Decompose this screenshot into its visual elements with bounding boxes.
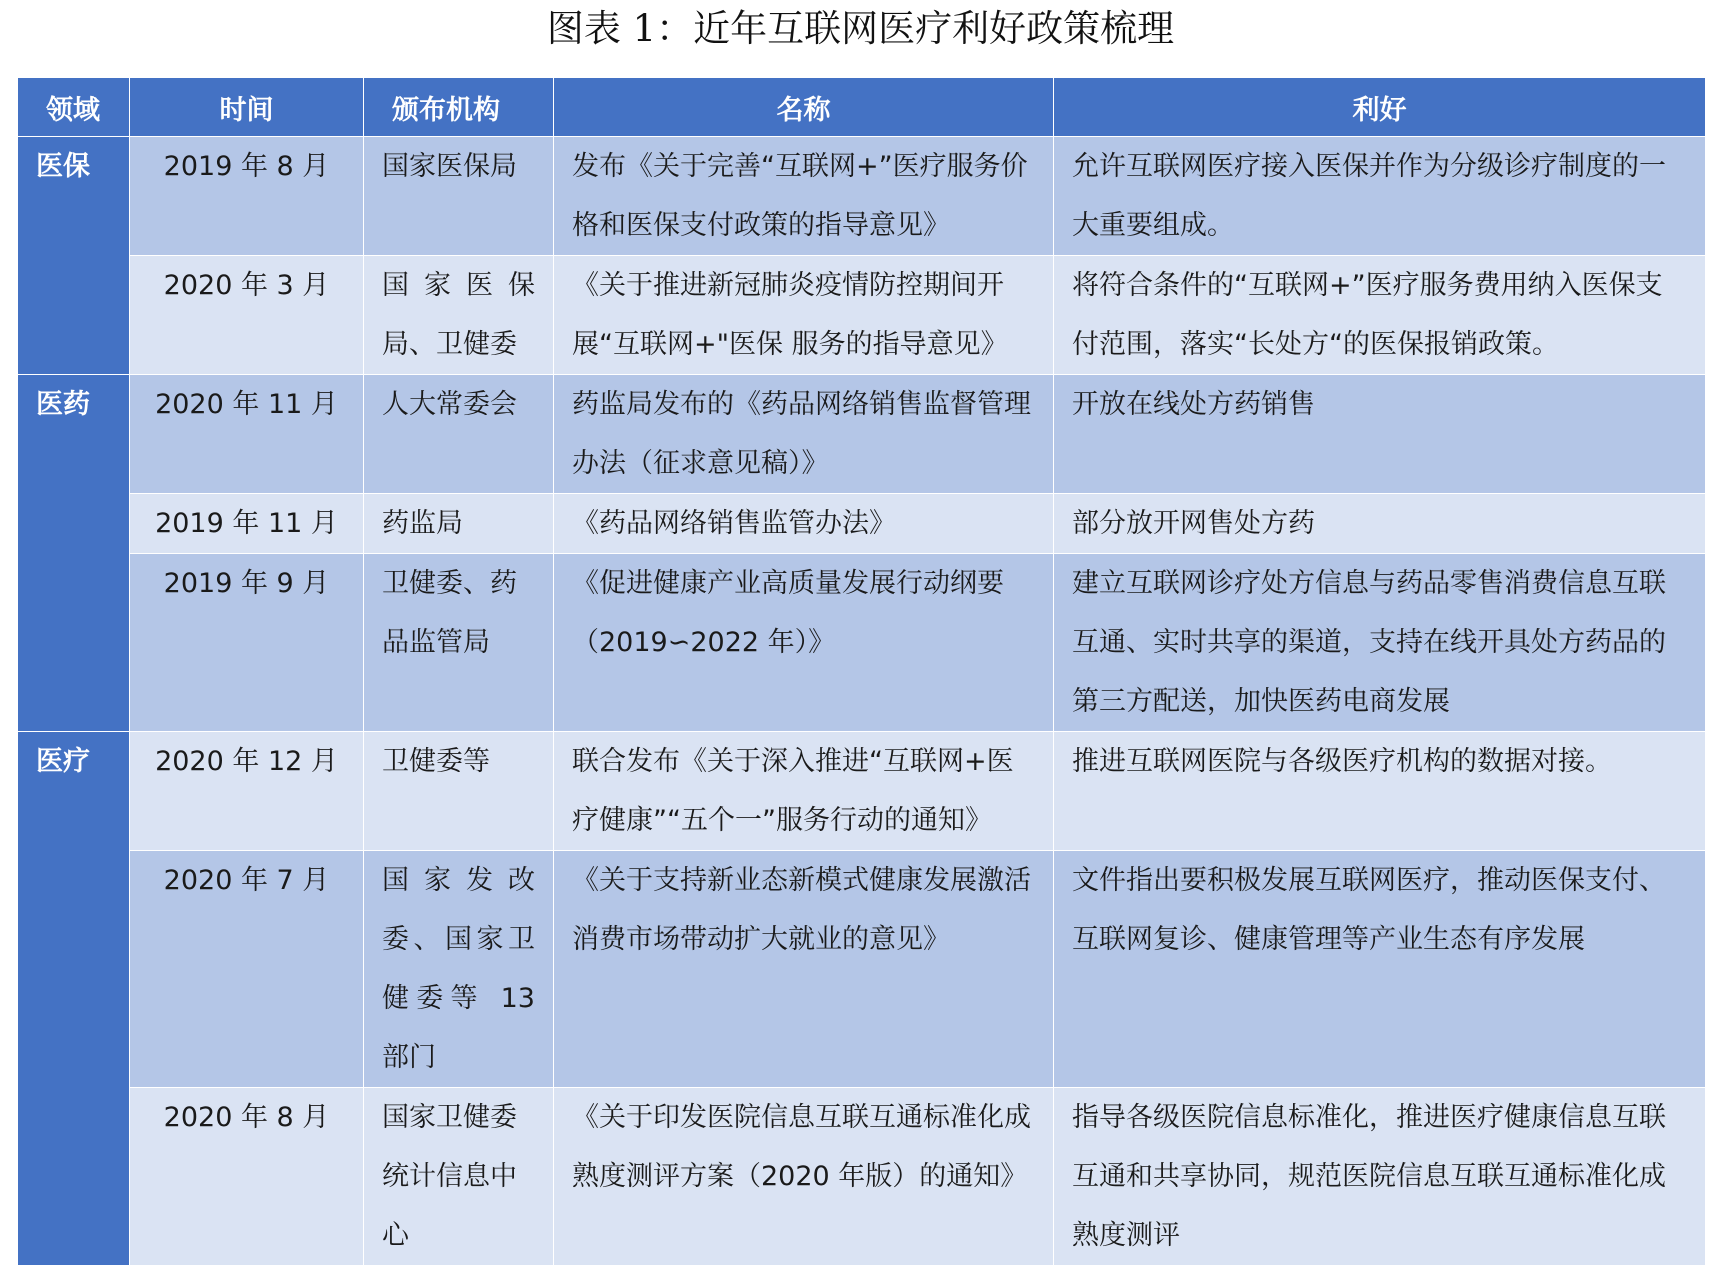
table-header-row bbox=[18, 78, 1706, 137]
policy-name-cell: 《关于推进新冠肺炎疫情防控期间开展“互联网+"医保 服务的指导意见》 bbox=[554, 256, 1054, 375]
time-cell: 2020 年 11 月 bbox=[130, 375, 364, 494]
category-cell: 医保 bbox=[18, 137, 130, 375]
org-cell: 药监局 bbox=[364, 494, 554, 554]
org-cell: 国家卫健委统计信息中心 bbox=[364, 1088, 554, 1266]
org-cell: 国家发改委、国家卫健委等 13 部门 bbox=[364, 851, 554, 1088]
benefit-cell: 文件指出要积极发展互联网医疗，推动医保支付、互联网复诊、健康管理等产业生态有序发展 bbox=[1054, 851, 1706, 1088]
time-cell: 2020 年 7 月 bbox=[130, 851, 364, 1088]
table-row bbox=[18, 375, 1706, 494]
table-row bbox=[18, 256, 1706, 375]
org-cell: 卫健委等 bbox=[364, 732, 554, 851]
time-cell: 2020 年 8 月 bbox=[130, 1088, 364, 1266]
org-cell: 国家医保局、卫健委 bbox=[364, 256, 554, 375]
benefit-cell: 将符合条件的“互联网+”医疗服务费用纳入医保支付范围，落实“长处方“的医保报销政策。 bbox=[1054, 256, 1706, 375]
table-row bbox=[18, 851, 1706, 1088]
benefit-cell: 推进互联网医院与各级医疗机构的数据对接。 bbox=[1054, 732, 1706, 851]
category-cell: 医药 bbox=[18, 375, 130, 732]
policy-name-cell: 《促进健康产业高质量发展行动纲要（2019∽2022 年）》 bbox=[554, 554, 1054, 732]
time-cell: 2019 年 8 月 bbox=[130, 137, 364, 256]
policy-name-cell: 《药品网络销售监管办法》 bbox=[554, 494, 1054, 554]
benefit-cell: 允许互联网医疗接入医保并作为分级诊疗制度的一大重要组成。 bbox=[1054, 137, 1706, 256]
benefit-cell: 指导各级医院信息标准化，推进医疗健康信息互联互通和共享协同，规范医院信息互联互通标准化成熟度测评 bbox=[1054, 1088, 1706, 1266]
policy-name-cell: 《关于支持新业态新模式健康发展激活消费市场带动扩大就业的意见》 bbox=[554, 851, 1054, 1088]
time-cell: 2019 年 9 月 bbox=[130, 554, 364, 732]
time-cell: 2019 年 11 月 bbox=[130, 494, 364, 554]
header-time: 时间 bbox=[130, 78, 364, 137]
time-cell: 2020 年 3 月 bbox=[130, 256, 364, 375]
time-cell: 2020 年 12 月 bbox=[130, 732, 364, 851]
org-cell: 卫健委、药品监管局 bbox=[364, 554, 554, 732]
benefit-cell: 建立互联网诊疗处方信息与药品零售消费信息互联互通、实时共享的渠道，支持在线开具处方药品的第三方配送，加快医药电商发展 bbox=[1054, 554, 1706, 732]
policy-name-cell: 药监局发布的《药品网络销售监督管理办法（征求意见稿）》 bbox=[554, 375, 1054, 494]
header-name: 名称 bbox=[554, 78, 1054, 137]
category-cell: 医疗 bbox=[18, 732, 130, 1266]
policy-table bbox=[17, 77, 1706, 1266]
policy-name-cell: 发布《关于完善“互联网+”医疗服务价格和医保支付政策的指导意见》 bbox=[554, 137, 1054, 256]
table-row bbox=[18, 732, 1706, 851]
table-row bbox=[18, 1088, 1706, 1266]
table-row bbox=[18, 137, 1706, 256]
header-org: 颁布机构 bbox=[364, 78, 554, 137]
header-benefit: 利好 bbox=[1054, 78, 1706, 137]
policy-name-cell: 《关于印发医院信息互联互通标准化成熟度测评方案（2020 年版）的通知》 bbox=[554, 1088, 1054, 1266]
header-domain: 领域 bbox=[18, 78, 130, 137]
org-cell: 人大常委会 bbox=[364, 375, 554, 494]
benefit-cell: 开放在线处方药销售 bbox=[1054, 375, 1706, 494]
org-cell: 国家医保局 bbox=[364, 137, 554, 256]
table-row bbox=[18, 494, 1706, 554]
table-row bbox=[18, 554, 1706, 732]
benefit-cell: 部分放开网售处方药 bbox=[1054, 494, 1706, 554]
figure-title: 图表 1：近年互联网医疗利好政策梳理 bbox=[546, 7, 1175, 50]
policy-name-cell: 联合发布《关于深入推进“互联网+医疗健康”“五个一”服务行动的通知》 bbox=[554, 732, 1054, 851]
